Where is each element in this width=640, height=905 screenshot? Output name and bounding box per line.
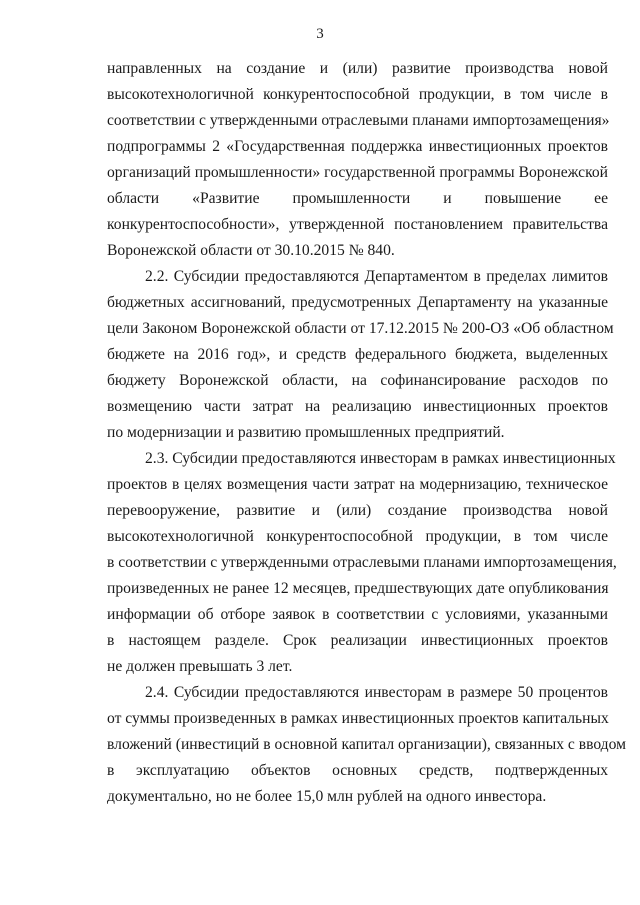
text-line: проектов в целях возмещения части затрат на модернизацию, техническое (107, 476, 608, 493)
text-line: области «Развитие промышленности и повышение ее (107, 190, 608, 207)
text-line: не должен превышать 3 лет. (107, 658, 293, 675)
paragraph-first-line: 2.2. Субсидии предоставляются Департаментом в пределах лимитов (145, 268, 608, 285)
text-line: от суммы произведенных в рамках инвестиционных проектов капитальных (107, 710, 609, 727)
text-line: информации об отборе заявок в соответствии с условиями, указанными (107, 606, 608, 623)
text-line: направленных на создание и (или) развитие производства новой (107, 60, 608, 77)
text-line: высокотехнологичной конкурентоспособной продукции, в том числе в (107, 86, 608, 103)
text-line: вложений (инвестиций в основной капитал организации), связанных с вводом (107, 736, 626, 753)
text-line: документально, но не более 15,0 млн рублей на одного инвестора. (107, 788, 547, 805)
text-line: бюджетных ассигнований, предусмотренных Департаменту на указанные (107, 294, 608, 311)
text-line: перевооружение, развитие и (или) создание производства новой (107, 502, 608, 519)
text-line: конкурентоспособности», утвержденной постановлением правительства (107, 216, 608, 233)
page-number: 3 (316, 26, 324, 42)
text-line: в соответствии с утвержденными отраслевыми планами импортозамещения, (107, 554, 617, 571)
text-line: произведенных не ранее 12 месяцев, предшествующих дате опубликования (107, 580, 609, 597)
text-line: бюджете на 2016 год», и средств федерального бюджета, выделенных (107, 346, 608, 363)
text-line: в эксплуатацию объектов основных средств, подтвержденных (107, 762, 608, 779)
paragraph-first-line: 2.3. Субсидии предоставляются инвесторам в рамках инвестиционных (145, 450, 616, 467)
text-line: в настоящем разделе. Срок реализации инвестиционных проектов (107, 632, 608, 649)
text-line: подпрограммы 2 «Государственная поддержка инвестиционных проектов (107, 138, 608, 155)
text-line: бюджету Воронежской области, на софинансирование расходов по (107, 372, 608, 389)
text-line: Воронежской области от 30.10.2015 № 840. (107, 242, 395, 259)
text-line: по модернизации и развитию промышленных предприятий. (107, 424, 505, 441)
text-line: организаций промышленности» государственной программы Воронежской (107, 164, 608, 181)
text-line: соответствии с утвержденными отраслевыми планами импортозамещения» (107, 112, 610, 129)
text-line: высокотехнологичной конкурентоспособной продукции, в том числе (107, 528, 608, 545)
paragraph-first-line: 2.4. Субсидии предоставляются инвесторам в размере 50 процентов (145, 684, 608, 701)
text-line: возмещению части затрат на реализацию инвестиционных проектов (107, 398, 608, 415)
text-line: цели Законом Воронежской области от 17.12.2015 № 200-ОЗ «Об областном (107, 320, 614, 337)
